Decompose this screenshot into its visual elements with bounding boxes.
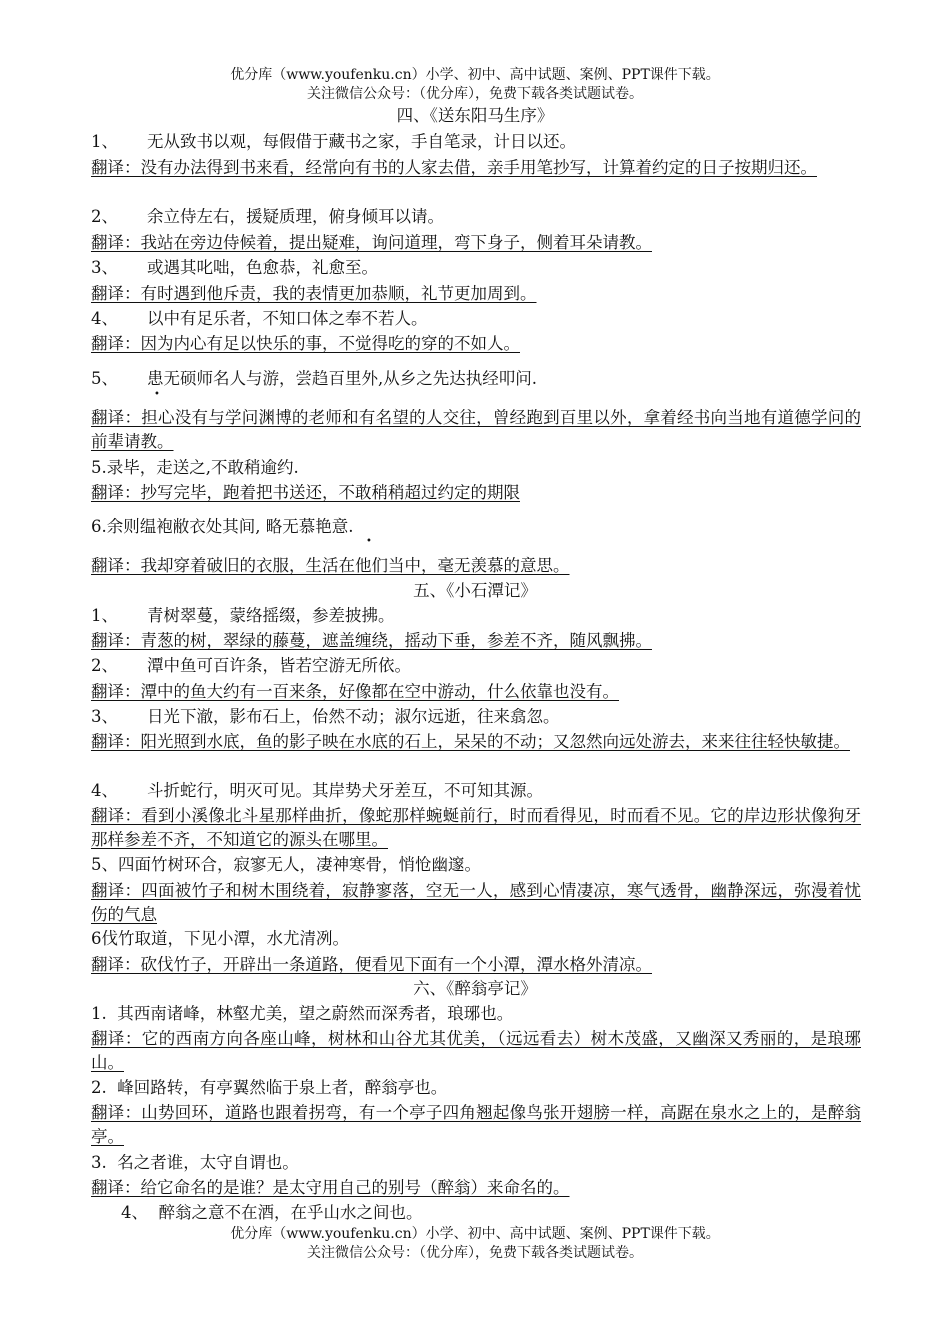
- item-number: 4、: [91, 309, 118, 328]
- translation: [91, 406, 861, 454]
- translation-text: 翻译：砍伐竹子，开辟出一条道路，便看见下面有一个小潭，潭水格外清凉。: [91, 955, 652, 974]
- translation-text: 翻译：没有办法得到书来看，经常向有书的人家去借，亲手用笔抄写，计算着约定的日子按期归还。: [91, 158, 817, 177]
- sentence: [91, 1152, 861, 1174]
- sentence: [91, 308, 861, 330]
- section-title-4: 四、《送东阳马生序》: [396, 106, 554, 125]
- sentence: [91, 206, 861, 228]
- translation: [91, 232, 861, 254]
- translation-text: 翻译：潭中的鱼大约有一百来条，好像都在空中游动，什么依靠也没有。: [91, 682, 619, 701]
- item-number: 1、: [91, 606, 118, 625]
- sentence: [91, 131, 861, 153]
- sentence-text: 余则缊袍敝衣处其间, 略无慕艳意.: [106, 517, 354, 536]
- translation: [91, 283, 861, 305]
- sentence-text: 潭中鱼可百许条，皆若空游无所依。: [147, 656, 411, 675]
- translation-text: 翻译：它的西南方向各座山峰，树林和山谷尤其优美，（远远看去）树木茂盛，又幽深又秀丽的，是琅琊山。: [91, 1029, 861, 1072]
- sentence-text: 四面竹树环合，寂寥无人，凄神寒骨，悄怆幽邃。: [118, 855, 481, 874]
- translation: [91, 804, 861, 852]
- item-number: 3.: [91, 1153, 107, 1172]
- section-title-6: 六、《醉翁亭记》: [413, 979, 537, 998]
- sentence: [91, 257, 861, 279]
- sentence: [91, 605, 861, 627]
- translation: [91, 681, 861, 703]
- sentence-text: 无从致书以观，每假借于藏书之家，手自笔录，计日以还。: [147, 132, 576, 151]
- sentence: [91, 854, 861, 876]
- item-number: 5.: [91, 458, 107, 477]
- footer-line-2: 关注微信公众号：（优分库），免费下载各类试题试卷。: [307, 1245, 643, 1261]
- sentence: [91, 1003, 861, 1025]
- sentence-text: 录毕，走送之,不敢稍逾约.: [106, 458, 299, 477]
- sentence-text: 患无硕师名人与游，尝趋百里外,从乡之先达执经叩问.: [147, 369, 537, 388]
- sentence: [91, 1077, 861, 1099]
- sentence-text: 以中有足乐者，不知口体之奉不若人。: [147, 309, 428, 328]
- item-number: 1、: [91, 132, 118, 151]
- emphasis-dot: •: [366, 536, 372, 547]
- item-number: 6: [91, 929, 102, 948]
- sentence: [91, 368, 861, 390]
- translation: [91, 156, 861, 180]
- emphasis-dot: •: [154, 389, 160, 400]
- sentence-text: 峰回路转，有亭翼然临于泉上者，醉翁亭也。: [117, 1078, 448, 1097]
- sentence-text: 斗折蛇行，明灭可见。其岸势犬牙差互，不可知其源。: [147, 781, 543, 800]
- translation-text: 翻译：山势回环，道路也跟着拐弯，有一个亭子四角翘起像鸟张开翅膀一样，高踞在泉水之上的，是醉翁亭。: [91, 1103, 861, 1146]
- item-number: 3、: [91, 258, 118, 277]
- translation: [91, 730, 861, 754]
- sentence: [91, 780, 861, 802]
- item-number: 3、: [91, 707, 118, 726]
- sentence-text: 日光下澈，影布石上，佁然不动；淑尔远逝，往来翕忽。: [147, 707, 560, 726]
- translation-text: 翻译：担心没有与学问渊博的老师和有名望的人交往，曾经跑到百里以外，拿着经书向当地有道德学问的前辈请教。: [91, 408, 861, 451]
- sentence-text: 青树翠蔓，蒙络摇缀，参差披拂。: [147, 606, 395, 625]
- sentence-text: 其西南诸峰，林壑尤美，望之蔚然而深秀者，琅琊也。: [117, 1004, 514, 1023]
- sentence-text: 名之者谁，太守自谓也。: [117, 1153, 299, 1172]
- item-number: 2、: [91, 656, 118, 675]
- translation: [91, 954, 861, 976]
- translation-text: 翻译：有时遇到他斥责，我的表情更加恭顺，礼节更加周到。: [91, 284, 537, 303]
- translation: [91, 333, 861, 355]
- sentence-text: 余立侍左右，援疑质理，俯身倾耳以请。: [147, 207, 444, 226]
- translation-text: 翻译：阳光照到水底，鱼的影子映在水底的石上，呆呆的不动；又忽然向远处游去，来来往往轻快敏捷。: [91, 732, 850, 751]
- item-number: 4、: [121, 1203, 148, 1222]
- translation: [91, 1101, 861, 1149]
- translation-text: 翻译：给它命名的是谁？是太守用自己的别号（醉翁）来命名的。: [91, 1178, 570, 1197]
- translation-text: 翻译：抄写完毕，跑着把书送还，不敢稍稍超过约定的期限: [91, 483, 520, 502]
- sentence-text: 或遇其叱咄，色愈恭，礼愈至。: [147, 258, 378, 277]
- item-number: 2.: [91, 1078, 107, 1097]
- translation: [91, 555, 861, 577]
- sentence-text: 伐竹取道，下见小潭，水尤清冽。: [101, 929, 349, 948]
- sentence-text: 醉翁之意不在酒，在乎山水之间也。: [158, 1203, 423, 1222]
- translation: [91, 1177, 861, 1199]
- item-number: 6.: [91, 517, 107, 536]
- sentence: [91, 457, 861, 479]
- translation-text: 翻译：我却穿着破旧的衣服，生活在他们当中，毫无羡慕的意思。: [91, 556, 570, 575]
- sentence: [91, 655, 861, 677]
- sentence: [121, 1202, 891, 1224]
- translation-text: 翻译：我站在旁边侍候着，提出疑难，询问道理，弯下身子，侧着耳朵请教。: [91, 233, 652, 252]
- footer-line-1: 优分库（www.youfenku.cn）小学、初中、高中试题、案例、PPT课件下载。: [230, 1226, 720, 1242]
- header-line-1: 优分库（www.youfenku.cn）小学、初中、高中试题、案例、PPT课件下载。: [230, 67, 720, 83]
- translation-text: 翻译：青葱的树，翠绿的藤蔓，遮盖缠绕，摇动下垂，参差不齐，随风飘拂。: [91, 631, 652, 650]
- translation-text: 翻译：四面被竹子和树木围绕着，寂静寥落，空无一人，感到心情凄凉，寒气透骨，幽静深远，弥漫着忧伤的气息: [91, 881, 861, 924]
- translation: [91, 630, 861, 652]
- section-title-5: 五、《小石潭记》: [413, 581, 537, 600]
- translation: [91, 879, 861, 927]
- item-number: 5、: [91, 369, 118, 388]
- translation: [91, 1027, 861, 1075]
- header-line-2: 关注微信公众号：（优分库），免费下载各类试题试卷。: [307, 86, 643, 102]
- item-number: 5、: [91, 855, 118, 874]
- sentence: [91, 706, 861, 728]
- sentence: [91, 928, 861, 950]
- item-number: 2、: [91, 207, 118, 226]
- sentence: [91, 516, 861, 538]
- translation-text: 翻译：因为内心有足以快乐的事，不觉得吃的穿的不如人。: [91, 334, 520, 353]
- item-number: 1.: [91, 1004, 107, 1023]
- item-number: 4、: [91, 781, 118, 800]
- translation: [91, 482, 861, 504]
- translation-text: 翻译：看到小溪像北斗星那样曲折，像蛇那样蜿蜒前行，时而看得见，时而看不见。它的岸边形状像狗牙那样参差不齐，不知道它的源头在哪里。: [91, 806, 861, 849]
